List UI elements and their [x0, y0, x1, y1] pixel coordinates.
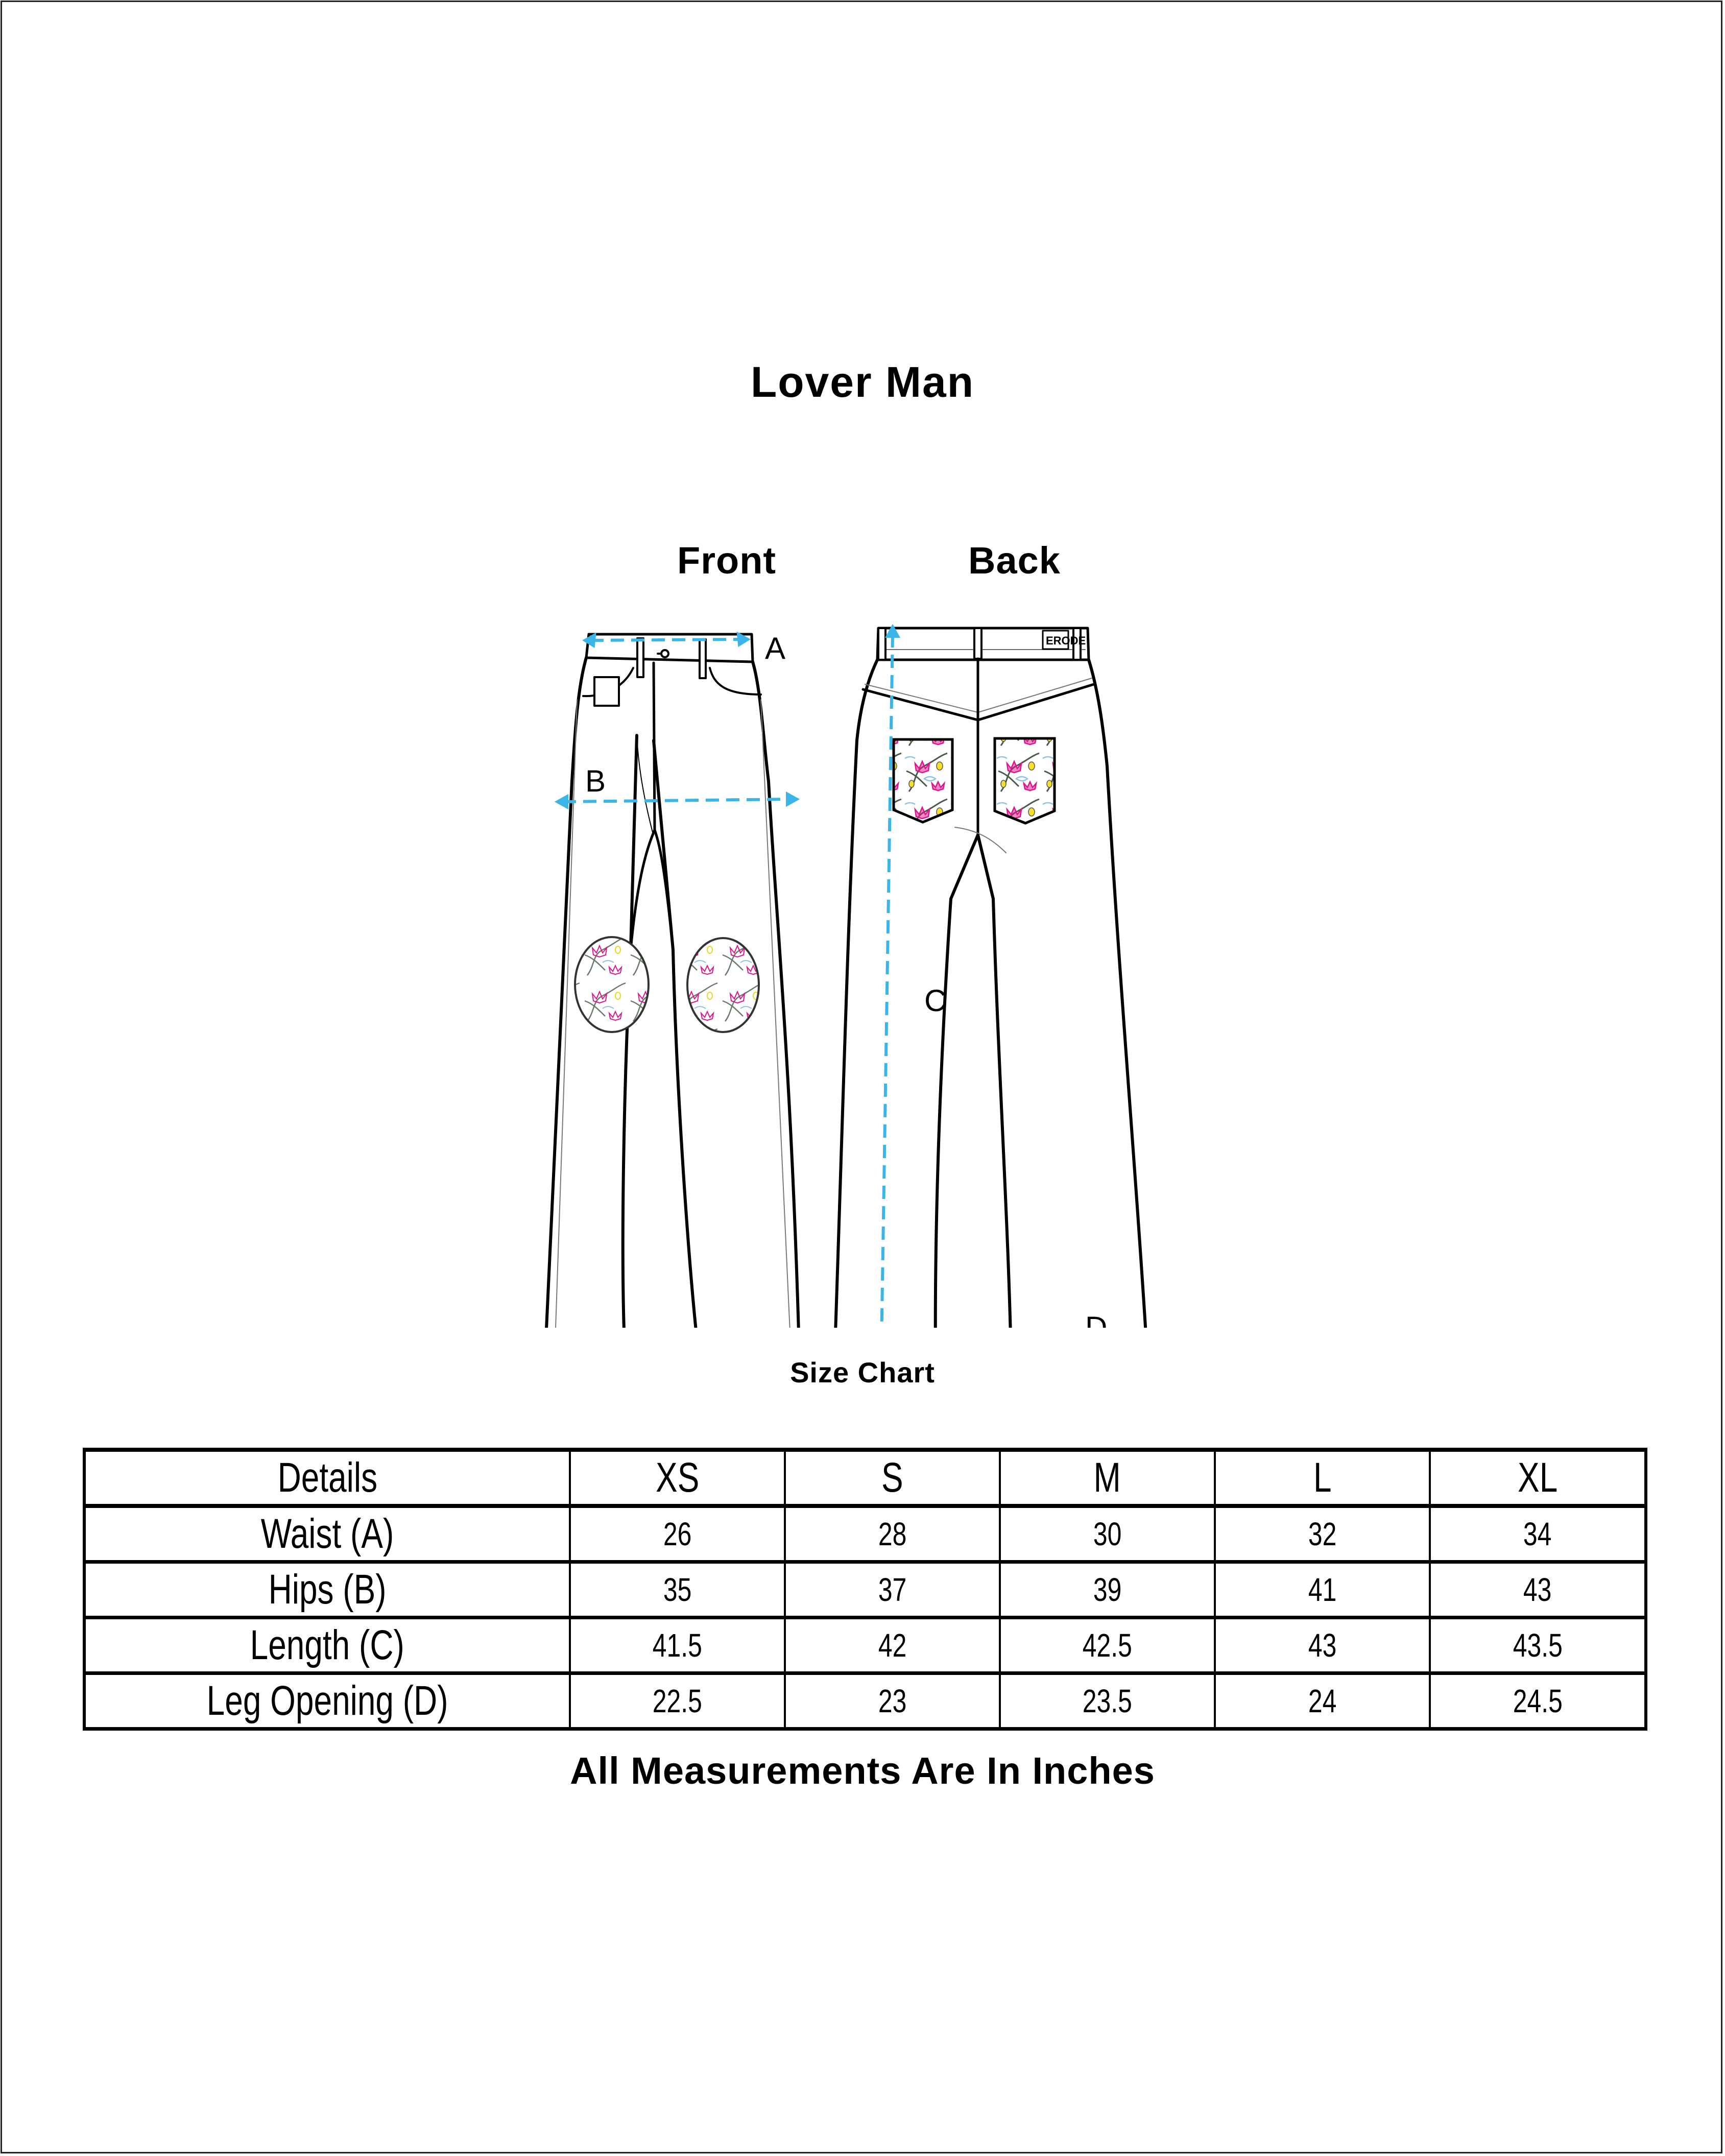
- back-right-pocket: [995, 738, 1055, 823]
- marker-b: B: [585, 764, 606, 798]
- cell-value: 42: [785, 1618, 1000, 1673]
- table-header-row: [84, 1450, 1646, 1506]
- back-view-label: Back: [968, 539, 1061, 582]
- table-row: [84, 1618, 1646, 1673]
- garment-diagram: [536, 613, 1200, 1328]
- cell-value: 28: [785, 1506, 1000, 1562]
- header-xs: XS: [570, 1450, 785, 1506]
- marker-d: D: [1085, 1310, 1108, 1328]
- front-view-label: Front: [677, 539, 777, 582]
- cell-value: 42.5: [1000, 1618, 1215, 1673]
- cell-value: 41.5: [570, 1618, 785, 1673]
- cell-value: 43.5: [1430, 1618, 1646, 1673]
- cell-value: 24.5: [1430, 1673, 1646, 1729]
- product-title: Lover Man: [750, 358, 975, 406]
- cell-value: 43: [1430, 1562, 1646, 1618]
- marker-a: A: [765, 631, 786, 665]
- cell-value: 23: [785, 1673, 1000, 1729]
- header-m: M: [1000, 1450, 1215, 1506]
- cell-value: 23.5: [1000, 1673, 1215, 1729]
- cell-value: 35: [570, 1562, 785, 1618]
- measurement-unit-note: All Measurements Are In Inches: [570, 1750, 1155, 1792]
- table-row: [84, 1673, 1646, 1729]
- cell-value: 30: [1000, 1506, 1215, 1562]
- size-chart-table: [83, 1448, 1647, 1731]
- table-row: [84, 1506, 1646, 1562]
- cell-value: 24: [1215, 1673, 1430, 1729]
- cell-value: 22.5: [570, 1673, 785, 1729]
- left-knee-patch: [575, 937, 649, 1032]
- cell-value: 41: [1215, 1562, 1430, 1618]
- size-chart-label: Size Chart: [790, 1356, 935, 1388]
- marker-c: C: [924, 984, 947, 1018]
- back-pants-drawing: [835, 628, 1146, 1328]
- table-row: [84, 1562, 1646, 1618]
- right-knee-patch: [687, 938, 759, 1032]
- cell-value: 43: [1215, 1618, 1430, 1673]
- row-label-leg-opening: Leg Opening (D): [84, 1673, 570, 1729]
- back-left-pocket: [894, 739, 952, 822]
- cell-value: 39: [1000, 1562, 1215, 1618]
- header-s: S: [785, 1450, 1000, 1506]
- header-xl: XL: [1430, 1450, 1646, 1506]
- brand-tag-text: ERODE: [1046, 634, 1086, 647]
- row-label-waist: Waist (A): [84, 1506, 570, 1562]
- header-l: L: [1215, 1450, 1430, 1506]
- row-label-hips: Hips (B): [84, 1562, 570, 1618]
- cell-value: 32: [1215, 1506, 1430, 1562]
- cell-value: 34: [1430, 1506, 1646, 1562]
- row-label-length: Length (C): [84, 1618, 570, 1673]
- cell-value: 26: [570, 1506, 785, 1562]
- header-details: Details: [84, 1450, 570, 1506]
- cell-value: 37: [785, 1562, 1000, 1618]
